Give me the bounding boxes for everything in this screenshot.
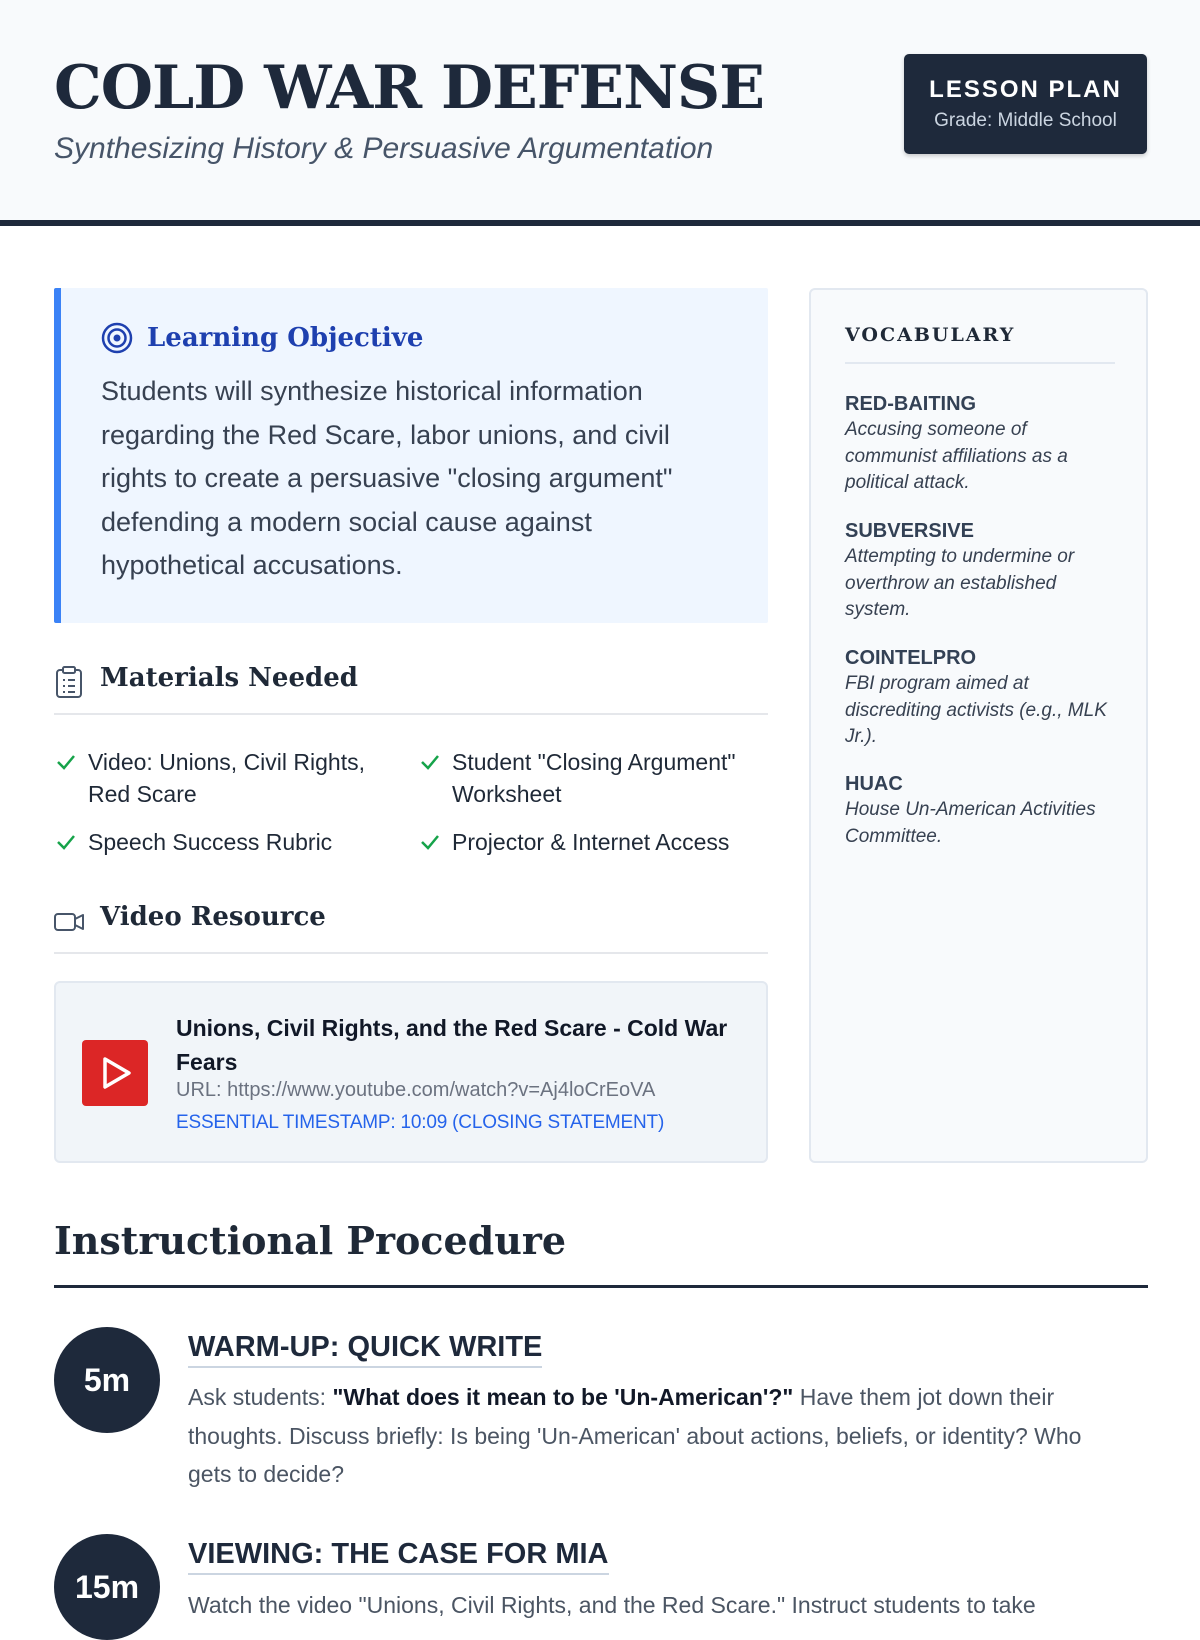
vocab-word: RED-BAITING bbox=[845, 393, 977, 415]
material-label: Student "Closing Argument" Worksheet bbox=[452, 749, 736, 807]
procedure-title: Instructional Procedure bbox=[54, 1218, 1148, 1288]
vocab-term bbox=[845, 771, 1115, 850]
materials-title: Materials Needed bbox=[100, 663, 358, 693]
check-icon bbox=[54, 830, 78, 854]
badge-title: LESSON PLAN bbox=[929, 76, 1122, 103]
video-resource-heading bbox=[54, 890, 768, 954]
vocab-definition: Accusing someone of communist affiliations as a political attack. bbox=[845, 419, 1068, 493]
page-subtitle: Synthesizing History & Persuasive Argumentation bbox=[54, 132, 714, 165]
vocabulary-panel bbox=[809, 288, 1148, 1163]
objective-text: Students will synthesize historical information regarding the Red Scare, labor unions, and civil rights to create a persuasive "closing argument" defending a modern social cause against hypothetical accusations. bbox=[101, 376, 673, 580]
step-description bbox=[188, 1586, 1123, 1625]
material-item bbox=[54, 746, 394, 810]
step-text-intro: Ask students: bbox=[188, 1384, 333, 1410]
lesson-plan-badge bbox=[904, 54, 1147, 154]
vocab-term bbox=[845, 518, 1115, 624]
video-camera-icon bbox=[54, 904, 84, 938]
step-duration-badge: 5m bbox=[54, 1327, 160, 1433]
target-icon bbox=[101, 322, 133, 354]
clipboard-icon bbox=[54, 665, 84, 699]
learning-objective-box bbox=[54, 288, 768, 623]
step-title: WARM-UP: QUICK WRITE bbox=[188, 1331, 542, 1368]
page-title: COLD WAR DEFENSE bbox=[54, 53, 764, 123]
check-icon bbox=[418, 830, 442, 854]
vocab-word: COINTELPRO bbox=[845, 647, 977, 669]
vocab-word: SUBVERSIVE bbox=[845, 520, 974, 542]
check-icon bbox=[54, 750, 78, 774]
objective-heading bbox=[101, 322, 423, 354]
material-item bbox=[418, 826, 768, 858]
play-button[interactable] bbox=[82, 1040, 148, 1106]
step-text-intro: Watch the video "Unions, Civil Rights, and the Red Scare." Instruct students to take bbox=[188, 1592, 1036, 1618]
badge-grade: Grade: Middle School bbox=[934, 110, 1117, 131]
vocab-term bbox=[845, 391, 1115, 497]
step-duration-badge: 15m bbox=[54, 1534, 160, 1640]
video-card bbox=[54, 981, 768, 1163]
play-icon bbox=[96, 1054, 134, 1092]
material-item bbox=[418, 746, 768, 810]
video-url[interactable]: URL: https://www.youtube.com/watch?v=Aj4loCrEoVA bbox=[176, 1079, 656, 1101]
step-text-rest: Have them jot down their thoughts. Discuss briefly: Is being 'Un-American' about actions, beliefs, or identity? Who gets to decide? bbox=[188, 1384, 1082, 1487]
material-label: Projector & Internet Access bbox=[452, 829, 730, 855]
video-resource-title: Video Resource bbox=[100, 902, 326, 932]
material-item bbox=[54, 826, 394, 858]
material-label: Speech Success Rubric bbox=[88, 829, 333, 855]
materials-heading bbox=[54, 651, 768, 715]
step-description bbox=[188, 1378, 1123, 1494]
vocab-definition: FBI program aimed at discrediting activists (e.g., MLK Jr.). bbox=[845, 673, 1107, 747]
lesson-header bbox=[0, 0, 1200, 226]
video-timestamp: ESSENTIAL TIMESTAMP: 10:09 (CLOSING STATEMENT) bbox=[176, 1112, 665, 1133]
material-label: Video: Unions, Civil Rights, Red Scare bbox=[88, 749, 365, 807]
step-text-question: "What does it mean to be 'Un-American'?" bbox=[332, 1384, 794, 1410]
video-title: Unions, Civil Rights, and the Red Scare - Cold War Fears bbox=[176, 1015, 728, 1075]
step-title: VIEWING: THE CASE FOR MIA bbox=[188, 1538, 609, 1575]
check-icon bbox=[418, 750, 442, 774]
vocab-term bbox=[845, 645, 1115, 751]
vocab-definition: Attempting to undermine or overthrow an established system. bbox=[845, 546, 1075, 620]
vocabulary-title: VOCABULARY bbox=[845, 324, 1115, 364]
vocab-definition: House Un-American Activities Committee. bbox=[845, 799, 1096, 847]
objective-title: Learning Objective bbox=[147, 323, 424, 353]
vocab-word: HUAC bbox=[845, 773, 903, 795]
